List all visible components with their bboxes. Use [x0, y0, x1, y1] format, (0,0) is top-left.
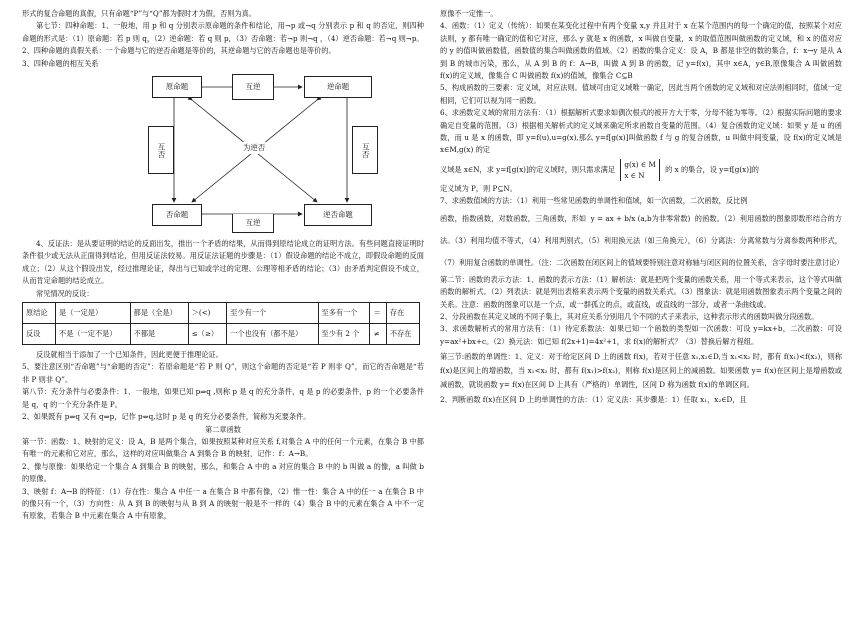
text-segment: 函数，指数函数，对数函数，三角函数，形如	[440, 213, 587, 223]
section-conditions: 第八节：充分条件与必要条件：1、一般地，如果已知 p⇒q ,则称 p 是 q 的充分条件，q 是 p 的必要条件，p 的一个必要条件是 q，q 的一个充分条件是 P。	[22, 387, 424, 409]
table-cell: 至少有 2 个	[318, 324, 370, 345]
section-representation: 第二节：函数的表示方法：1、函数的表示方法：（1）解析法：就是把两个变量的函数关系，用一个等式来表示，这个等式叫做函数的解析式。（2）列表法：就是列出表格来表示两个变量的函数关系式。（3）图象法：就是用函数图象表示两个变量之间的关系。注意：函数的图象可以是一个点，或一群孤立的点，或直线，或直线的一部分，或者一条曲线或。	[440, 274, 842, 309]
paragraph: 定义域为 P，则 P⊆N。	[440, 183, 517, 193]
paragraph: 5、要注意区别“否命题”与“命题的否定”：若原命题是“若 P 则 Q”，则这个命题的否定是“若 P 则非 Q”，而它的否命题是“若非 P 则非 Q”。	[22, 362, 424, 384]
paragraph: 2、像与原像：如果给定一个集合 A 到集合 B 的映射，那么，和集合 A 中的 a 对应的集合 B 中的 b 叫做 a 的像，a 叫做 b 的原像。	[22, 461, 424, 484]
right-column	[440, 8, 842, 407]
table-caption: 常见情况的反设：	[36, 288, 94, 298]
table-row	[23, 324, 420, 345]
converse-proposition-box: 逆命题	[304, 76, 372, 98]
table-cell: ≤（≥）	[188, 324, 227, 345]
text-segment: 的 x 的集合，设 y=f[g(x)]的	[665, 164, 759, 174]
mutual-converse-label-bottom: 互逆	[232, 214, 274, 233]
section-monotonicity: 第三节:函数的单调性：1、定义：对于给定区间 D 上的函数 f(x)，若对于任意 x₁,x₂∈D,当 x₁<x₂ 时，都有 f(x₁)<f(x₂)，则称 f(x)是区间上的增函数，当 x₁<x₂ 时，都有 f(x₁)>f(x₂)，则称 f(x)是区间上的减函数。如果函数 y= f(x)在区间上是增函数或减函数，就说函数 y= f(x)在区间 D 上具有（严格的）单调性，区间 D 称为函数 f(x)的单调区间。	[440, 352, 842, 390]
text-segment: 义域是 x∈N，求 y=f[g(x)]的定义域时，则只需求满足	[440, 164, 616, 174]
proof-by-contradiction: 4、反证法：是从要证明的结论的反面出发，推出一个矛盾的结果，从而得到原结论成立的证明方法。有些问题直接证明时条件很少或无法从正面得到结论，但用反证法较易。用反证法证题的步骤是：（1）假设命题的结论不成立，即假设命题的反面成立；（2）从这个假设出发，经过推理论证，得出与已知或学过的定理、公理等相矛盾的结论；（3）由矛盾判定假设不成立，从而肯定命题的结论成立。	[22, 239, 424, 286]
diagram-caption: 3、四种命题的相互关系	[22, 58, 99, 68]
inverse-proposition-box: 否命题	[152, 204, 202, 226]
section-four-propositions: 第七节：四种命题：1、一般地，用 p 和 q 分别表示原命题的条件和结论，用¬p 或¬q 分别表示 p 和 q 的否定，则四种命题的形式是：（1）原命题：若 p 则 q，（2）逆命题：若 q 则 p，（3）否命题：若¬p 则¬q ，（4）逆否命题：若¬q 则¬p。	[22, 21, 424, 43]
paragraph: 5、构成函数的三要素：定义域，对应法则。值域可由定义域唯一确定，因此当两个函数的定义域和对应法则相同时，值域一定相同，它们可以视为同一函数。	[440, 83, 842, 105]
table-cell: 都是（全是）	[130, 303, 188, 324]
composite-domain-line	[440, 157, 842, 183]
table-cell: 至多有一个	[318, 303, 370, 324]
paragraph: 2、四种命题的真假关系：一个命题与它的逆否命题是等价的，其逆命题与它的否命题也是等价的。	[22, 46, 336, 56]
table-cell: 原结论	[23, 303, 56, 324]
table-cell: ≠	[370, 324, 386, 345]
paragraph: 3、映射 f：A→B 的特征：（1）存在性：集合 A 中任一 a 在集合 B 中都有像，（2）惟一性：集合 A 中的任一 a 在集合 B 中的像只有一个，（3）方向性：从 A 到 B 的映射与从 B 到 A 的映射一般是不一样的（4）集合 B 中的元素在集合 A 中不一定有原象，若集合 B 中元素在集合 A 中有原象，	[22, 486, 424, 521]
condition-system	[620, 159, 660, 181]
domain-methods: 6、求函数定义域的常用方法有：（1）根据解析式要求如偶次根式的被开方大于零，分母不能为零等。（2）根据实际问题的要求确定自变量的范围。（3）根据相关解析式的定义域来确定所求函数自变量的范围。（4）复合函数的定义域：如果 y 是 u 的函数，而 u 是 x 的函数，即 y=f(u),u=g(x),那么 y=f[g(x)]叫做函数 f 与 g 的复合函数，u 叫做中间变量，设 f(x)的定义域是 x∈M,g(x) 的定	[440, 108, 842, 155]
range-methods-formula-line	[440, 208, 842, 274]
table-cell: ＝	[370, 303, 386, 324]
range-methods: 7、求函数值域的方法：（1）利用一些常见函数的单调性和值域，如一次函数，二次函数，反比例	[440, 196, 748, 206]
table-cell: 存在	[386, 303, 419, 324]
table-cell: 不存在	[386, 324, 419, 345]
paragraph: 2、如果既有 p⇒q 又有 q⇒p，记作 p⇔q,这时 p 是 q 的充分必要条件，简称为充要条件。	[22, 412, 311, 422]
table-cell: 是（一定是）	[56, 303, 131, 324]
negation-table	[22, 302, 420, 345]
contrapositive-proposition-box: 逆否命题	[304, 204, 372, 226]
four-propositions-diagram	[152, 74, 382, 232]
text-segment: 的函数。（2）利用函数的图象即数形结合的方法。（3）利用均值不等式，（4）利用判别式，（5）利用换元法（如三角换元），（6）分离法：分离常数与分离参数两种形式，（7）利用复合函数的单调性。（注：二次函数在闭区间上的值域要特别注意对称轴与闭区间的位置关系，含字母时要注意讨论）	[440, 213, 844, 267]
paragraph: 2、分段函数在其定义域的不同子集上，其对应关系分别用几个不同的式子来表示，这种表示形式的函数叫做分段函数。	[440, 311, 819, 321]
table-cell: 不是（一定不是）	[56, 324, 131, 345]
table-cell: 反设	[23, 324, 56, 345]
paragraph: 原像不一定惟一。	[440, 9, 498, 18]
paragraph: 反设就相当于添加了一个已知条件，因此更便于推理论证。	[36, 350, 223, 360]
table-row	[23, 303, 420, 324]
paragraph: 3、求函数解析式的常用方法有：（1）待定系数法：如果已知一个函数的类型如一次函数：可设 y=kx+b，二次函数：可设 y=ax²+bx+c。（2）换元法：如已知 f(2x+1)=4x²+1，求 f(x)的解析式？（3）替换后解方程组。	[440, 324, 842, 346]
left-column	[22, 8, 424, 523]
condition-line: g(x) ∈ M	[624, 159, 656, 169]
paragraph: 形式的复合命题的真假，只有命题“P”与“Q”都为假时才为假，否则为真。	[22, 9, 257, 18]
mutual-negation-label-right	[352, 126, 378, 174]
neg-right-text: 互否	[361, 142, 371, 158]
table-cell: 至少有一个	[227, 303, 318, 324]
table-cell: ＞(<)	[188, 303, 227, 324]
function-definition: 4、函数：（1）定义（传统）：如果在某变化过程中有两个变量 x,y 并且对于 x 在某个范围内的每一个确定的值，按照某个对应法则，y 都有唯一确定的值和它对应，那么 y 就是 x 的函数，x 叫做自变量，x 的取值范围叫做函数的定义域，和 x 的值对应的 y 的值叫做函数值，函数值的集合叫做函数的值域。（2）函数的集合定义：设 A，B 都是非空的数的集合，f：x→y 是从 A 到 B 的城市污染，那么，从 A 到 B 的 f：A→B，叫做 A 到 B 的函数，记 y=f(x)，其中 x∈A，y∈B,原像集合 A 叫做函数 f(x)的定义域，像集合 C 叫做函数 f(x)的值域，像集合 C⊆B	[440, 21, 842, 81]
table-cell: 一个也没有（都不是）	[227, 324, 318, 345]
condition-line: x ∈ N	[624, 170, 645, 180]
table-cell: 不都是	[130, 324, 188, 345]
chapter-title: 第二章函数	[205, 424, 241, 434]
formula: y = ax + b/x (a,b为非零常数)	[590, 213, 691, 223]
original-proposition-box: 原命题	[152, 76, 202, 98]
mutual-negation-label-left	[148, 126, 174, 174]
neg-left-text: 互否	[157, 142, 166, 158]
paragraph: 2、判断函数 f(x)在区间 D 上的单调性的方法：（1）定义法：其步骤是：1）任取 x₁，x₂∈D，且	[440, 395, 747, 405]
contrapositive-center-label: 为逆否	[242, 142, 266, 154]
mutual-converse-label-top: 互逆	[232, 74, 274, 100]
section-mapping: 第一节：函数：1、映射的定义：设 A，B 是两个集合，如果按照某种对应关系 f,对集合 A 中的任何一个元素，在集合 B 中都有唯一的元素和它对应，那么，这样的对应叫做集合 A 到集合 B 的映射，记作：f：A→B。	[22, 436, 424, 459]
